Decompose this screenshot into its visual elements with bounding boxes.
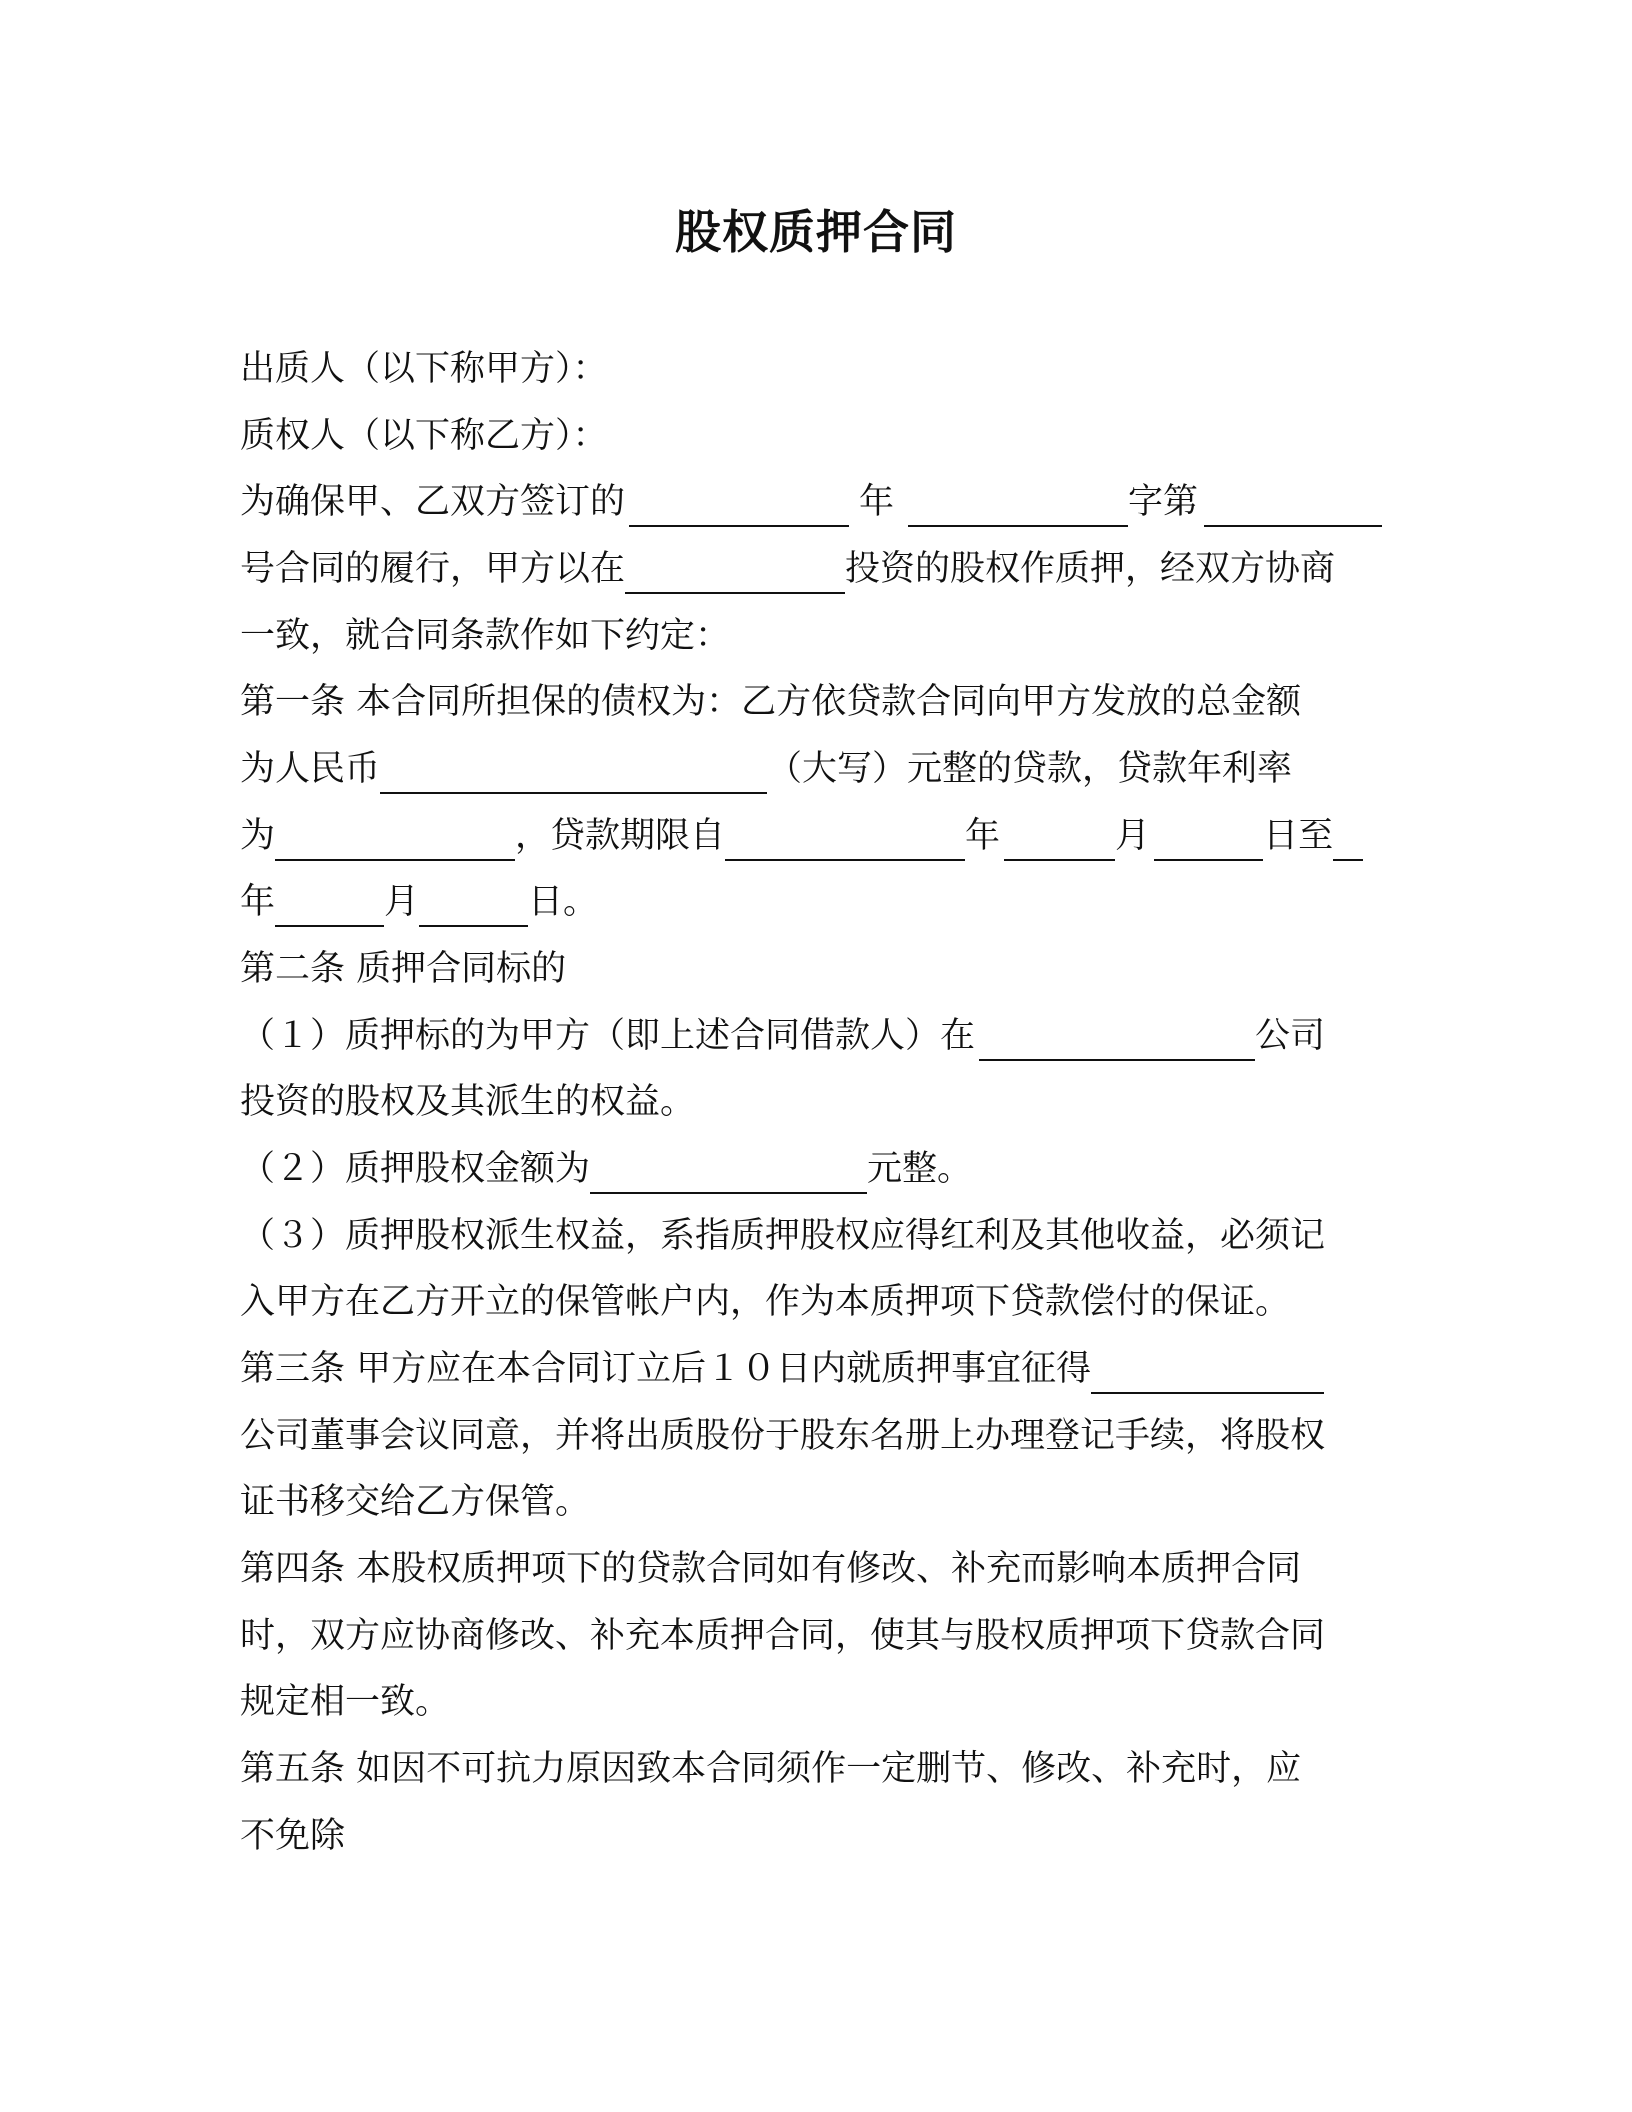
preamble-line-2 [240, 536, 1335, 603]
text: 证书移交给乙方保管。 [240, 1482, 591, 1522]
document-title: 股权质押合同 [675, 205, 957, 259]
blank-field[interactable] [1204, 481, 1382, 527]
pledgor-line [240, 336, 608, 403]
blank-field[interactable] [625, 548, 845, 594]
article-2-item-3 [240, 1203, 1325, 1270]
text: （大写）元整的贷款，贷款年利率 [767, 749, 1293, 789]
text: 第三条 甲方应在本合同订立后１０日内就质押事宜征得 [240, 1349, 1092, 1389]
text: 出质人（以下称甲方）： [240, 349, 608, 389]
text: 为确保甲、乙双方签订的 [240, 482, 626, 522]
article-5-line-2 [240, 1803, 345, 1870]
text: 时，双方应协商修改、补充本质押合同，使其与股权质押项下贷款合同 [240, 1616, 1326, 1656]
article-4-line-2 [240, 1603, 1325, 1670]
blank-field[interactable] [275, 881, 384, 927]
text: 号合同的履行，甲方以在 [240, 549, 626, 589]
article-4-line-3 [240, 1669, 450, 1736]
blank-field[interactable] [725, 815, 965, 861]
blank-field[interactable] [419, 881, 528, 927]
text: 入甲方在乙方开立的保管帐户内，作为本质押项下贷款偿付的保证。 [240, 1282, 1291, 1322]
text: 日至 [1263, 816, 1334, 856]
text: 第五条 如因不可抗力原因致本合同须作一定删节、修改、补充时，应 [240, 1749, 1302, 1789]
preamble-line-3 [240, 603, 730, 670]
text: （１）质押标的为甲方（即上述合同借款人）在 [240, 1016, 976, 1056]
text: 一致，就合同条款作如下约定： [240, 616, 731, 656]
text: 日。 [528, 882, 599, 922]
text: 第二条 质押合同标的 [240, 949, 567, 989]
text: 年 [965, 816, 1001, 856]
blank-field[interactable] [380, 748, 767, 794]
text: 投资的股权及其派生的权益。 [240, 1082, 696, 1122]
text: 不免除 [240, 1816, 346, 1856]
text: 公司 [1255, 1016, 1326, 1056]
pledgee-line [240, 403, 608, 470]
text: 规定相一致。 [240, 1682, 451, 1722]
article-4-line-1 [240, 1536, 1301, 1603]
blank-field[interactable] [629, 481, 849, 527]
article-1-line-1 [240, 669, 1301, 736]
article-5-line-1 [240, 1736, 1301, 1803]
blank-field[interactable] [1333, 815, 1363, 861]
text: 月 [384, 882, 420, 922]
text: （３）质押股权派生权益，系指质押股权应得红利及其他收益，必须记 [240, 1216, 1326, 1256]
text: 第四条 本股权质押项下的贷款合同如有修改、补充而影响本质押合同 [240, 1549, 1302, 1589]
article-1-line-3 [240, 803, 1363, 870]
text: （２）质押股权金额为 [240, 1149, 591, 1189]
blank-field[interactable] [979, 1015, 1255, 1061]
blank-field[interactable] [275, 815, 515, 861]
blank-field[interactable] [590, 1148, 867, 1194]
text: 投资的股权作质押，经双方协商 [845, 549, 1336, 589]
preamble-line-1 [240, 469, 1382, 536]
article-1-line-4 [240, 869, 598, 936]
text: 月 [1115, 816, 1151, 856]
text: 为人民币 [240, 749, 381, 789]
article-2-heading [240, 936, 566, 1003]
article-2-item-2 [240, 1136, 972, 1203]
text: 为 [240, 816, 276, 856]
text: 元整。 [867, 1149, 973, 1189]
article-3-line-1 [240, 1336, 1324, 1403]
blank-field[interactable] [1091, 1348, 1324, 1394]
blank-field[interactable] [1154, 815, 1263, 861]
text: 年 [240, 882, 276, 922]
article-2-item-1 [240, 1003, 1325, 1070]
article-3-line-2 [240, 1403, 1325, 1470]
blank-field[interactable] [1004, 815, 1115, 861]
article-2-item-1-cont [240, 1069, 695, 1136]
text: 公司董事会议同意，并将出质股份于股东名册上办理登记手续，将股权 [240, 1416, 1326, 1456]
blank-field[interactable] [908, 481, 1128, 527]
text: 年 [859, 482, 895, 522]
text: 第一条 本合同所担保的债权为：乙方依贷款合同向甲方发放的总金额 [240, 682, 1302, 722]
article-3-line-3 [240, 1469, 590, 1536]
text: 质权人（以下称乙方）： [240, 416, 608, 456]
article-2-item-3-cont [240, 1269, 1290, 1336]
article-1-line-2 [240, 736, 1292, 803]
text: ，贷款期限自 [515, 816, 726, 856]
text: 字第 [1128, 482, 1199, 522]
